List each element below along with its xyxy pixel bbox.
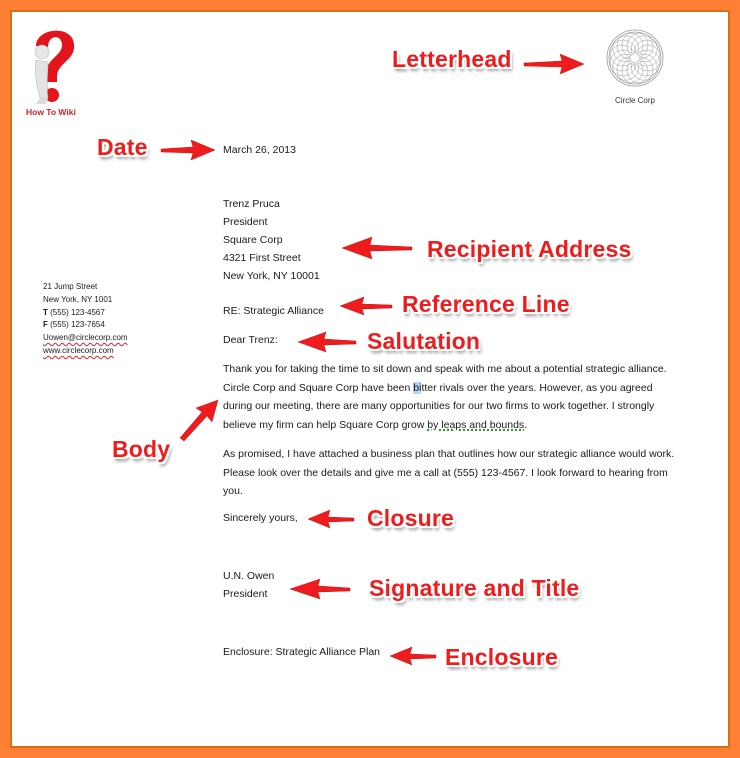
- arrow-left-icon: [306, 508, 356, 530]
- site-logo: [22, 20, 84, 116]
- sender-email[interactable]: Uowen@circlecorp.com: [43, 333, 128, 343]
- callout-salutation: Salutation: [367, 328, 481, 354]
- sender-website[interactable]: www.circlecorp.com: [43, 345, 114, 355]
- text-selection: bi: [413, 381, 422, 394]
- recipient-name: Trenz Pruca: [223, 198, 280, 210]
- letter-page: [10, 10, 730, 748]
- arrow-left-icon: [296, 330, 358, 354]
- arrow-right-icon: [522, 52, 586, 76]
- signature-name: U.N. Owen: [223, 570, 275, 582]
- recipient-address: [223, 195, 320, 285]
- spirograph-circle-icon: [605, 28, 665, 88]
- sender-fax: F (555) 123-7654: [43, 320, 105, 330]
- enclosure-line: Enclosure: Strategic Alliance Plan: [223, 646, 381, 658]
- callout-signature-and-title: Signature and Title: [369, 575, 580, 601]
- corp-letterhead: [595, 28, 675, 105]
- arrow-left-icon: [338, 295, 394, 317]
- recipient-street: 4321 First Street: [223, 252, 301, 264]
- recipient-title: President: [223, 216, 268, 228]
- arrow-left-icon: [388, 645, 438, 667]
- callout-enclosure: Enclosure: [445, 644, 559, 670]
- body-paragraph-2: As promised, I have attached a business plan that outlines how our strategic alliance would work. Please look over the details and give me a call at (555) 123-4567. I look forward to hearing from you.: [223, 448, 675, 497]
- callout-reference-line: Reference Line: [402, 291, 570, 317]
- grammar-flag[interactable]: by leaps and bounds: [427, 418, 525, 431]
- signature-title: President: [223, 588, 268, 600]
- callout-letterhead: Letterhead: [392, 46, 512, 72]
- site-logo-label: How To Wiki: [26, 107, 76, 117]
- body-paragraph-1: Thank you for taking the time to sit down and speak with me about a potential strategic alliance. Circle Corp and Square Corp have been bitter rivals over the years. However, as you agreed during our meeting, there are many opportunities for our two firms to work together. I strongly believe my firm can help Square Corp grow by leaps and bounds.: [223, 363, 667, 431]
- sender-address-block: [43, 281, 128, 358]
- arrow-up-right-icon: [176, 398, 220, 442]
- letter-date: March 26, 2013: [223, 144, 296, 156]
- signature-block: [223, 567, 274, 603]
- recipient-city: New York, NY 10001: [223, 270, 320, 282]
- question-mark-figure-icon: [22, 20, 82, 106]
- callout-body: Body: [112, 436, 171, 462]
- closing: Sincerely yours,: [223, 512, 298, 524]
- arrow-left-icon: [288, 577, 352, 601]
- sender-phone: T (555) 123-4567: [43, 307, 105, 317]
- salutation: Dear Trenz:: [223, 334, 278, 346]
- callout-date: Date: [97, 134, 148, 160]
- arrow-right-icon: [159, 138, 217, 162]
- callout-closure: Closure: [367, 505, 455, 531]
- sender-city: New York, NY 1001: [43, 294, 113, 304]
- callout-recipient-address: Recipient Address: [427, 236, 632, 262]
- sender-street: 21 Jump Street: [43, 282, 98, 291]
- arrow-left-icon: [340, 235, 414, 261]
- corp-name: Circle Corp: [614, 96, 655, 105]
- recipient-company: Square Corp: [223, 234, 283, 246]
- reference-line: RE: Strategic Alliance: [223, 305, 324, 317]
